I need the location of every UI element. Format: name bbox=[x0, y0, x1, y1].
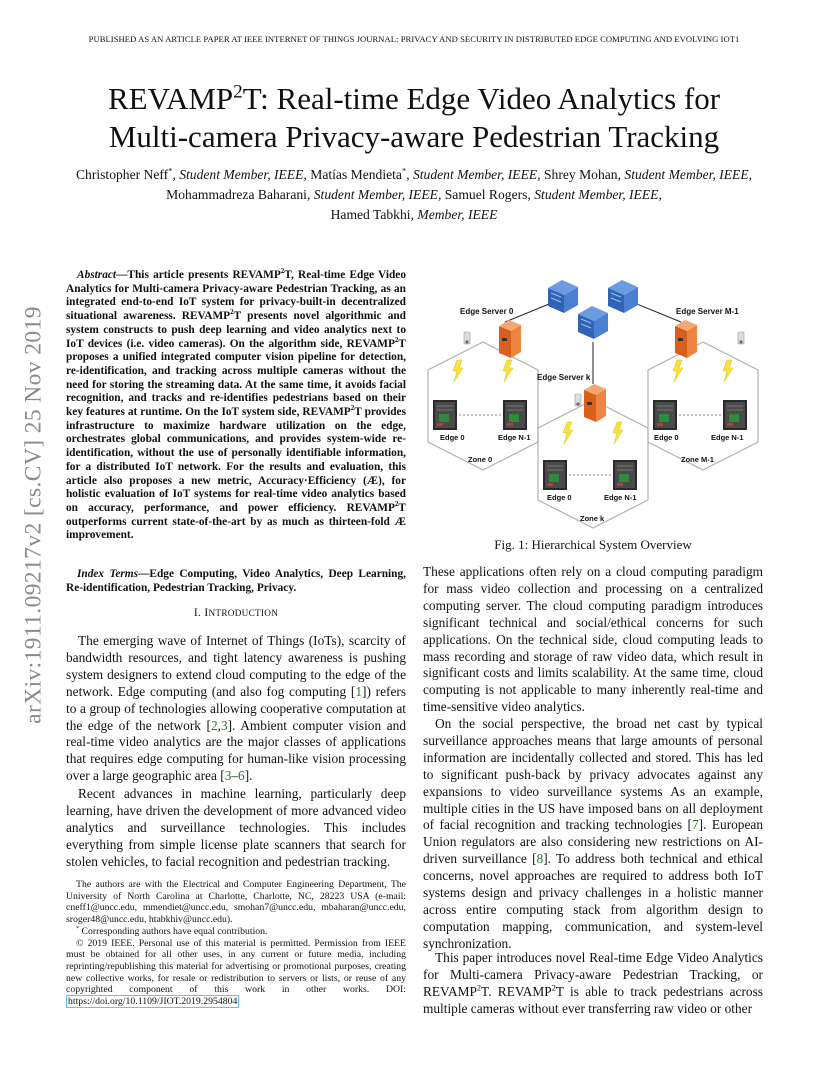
edge-device-icon bbox=[653, 400, 677, 430]
edge-server-k-icon bbox=[584, 384, 606, 422]
citation-link[interactable]: 7 bbox=[691, 817, 699, 833]
figure-caption: Fig. 1: Hierarchical System Overview bbox=[494, 537, 692, 552]
right-paragraph-2: On the social perspective, the broad net cast by typical surveillance approaches means that large amounts of personal information are incidentally collected and stored. This has led to significant push-back by privacy advocates against any expansions to video surveillance systems As an example, multiple cities in the US have imposed bans on all deployment of facial recognition and tracking technologies [7]. European Union regulators are also considering new restrictions on AI-driven surveillance [8]. To address both technical and ethical concerns, novel approaches are required to address both IoT systems design and privacy challenges in a holistic manner across entire computing stack from algorithm design to computation mapping, communication, and system-level synchronization. bbox=[423, 716, 764, 951]
wireless-link-icon bbox=[613, 422, 623, 444]
label-zone-k: Zone k bbox=[580, 514, 605, 523]
right-paragraph-1: These applications often rely on a cloud computing paradigm for mass video collection and processing on a centralized computing server. The cloud computing paradigm introduces significant technical and social/ethical concerns for such applications. On the technical side, cloud computing leads to mass recording and storage of raw video data, which result in significant costs and limits scalability. At the same time, cloud computing is not applicable to many inherently real-time and time-sensitive video analytics. bbox=[423, 564, 763, 715]
camera-icon bbox=[575, 394, 581, 406]
wireless-link-icon bbox=[723, 360, 733, 382]
intro-paragraph-1: The emerging wave of Internet of Things (IoTs), scarcity of bandwidth resources, and tight latency awareness is pushing system designers to extend cloud computing to the edge of the network. Edge computing (and also fog computing [1]) refers to a group of technologies allowing cooperative computation at the edge of the network [2,3]. Ambient computer vision and real-time video analytics are the major classes of applications that requires edge computing for human-like vision processing over a large geographic area [3–6]. bbox=[66, 633, 407, 784]
edge-server-m1-icon bbox=[675, 320, 697, 358]
cloud-server-icon bbox=[578, 306, 608, 339]
label-edge-server-k: Edge Server k bbox=[537, 373, 591, 382]
citation-link[interactable]: 2 bbox=[210, 717, 218, 733]
label-zone-0: Zone 0 bbox=[468, 455, 493, 464]
label-edge-0: Edge 0 bbox=[547, 493, 572, 502]
edge-device-icon bbox=[723, 400, 747, 430]
citation-link[interactable]: 6 bbox=[238, 768, 245, 784]
citation-link[interactable]: 3 bbox=[220, 717, 228, 733]
footnotes bbox=[66, 879, 406, 1008]
running-header: PUBLISHED AS AN ARTICLE PAPER AT IEEE INTERNET OF THINGS JOURNAL: PRIVACY AND SECURITY IN DISTRIBUTED EDGE COMPUTING AND EVOLVING IOT1 bbox=[88, 34, 740, 44]
intro-paragraph-2: Recent advances in machine learning, particularly deep learning, have driven the development of more advanced video analytics and surveillance technologies. This includes everything from simple license plate scanners that search for stolen vehicles, to facial recognition and pedestrian tracking. bbox=[66, 786, 406, 869]
wireless-link-icon bbox=[453, 360, 463, 382]
label-zone-m1: Zone M-1 bbox=[681, 455, 714, 464]
camera-icon bbox=[738, 332, 744, 344]
author-list: Christopher Neff*, Student Member, IEEE, Matías Mendieta*, Student Member, IEEE, Shrey Mohan, Student Member, IEEE, Mohammadreza Baharani, Student Member, IEEE, Samuel Rogers, Student Member, IEEE, Hamed Tabkhi, Member, IEEE bbox=[75, 165, 753, 222]
abstract: Abstract—This article presents REVAMP$^2$T, Real-time Edge Video Analytics for Multi-camera Privacy-aware Pedestrian Tracking, as an integrated end-to-end IoT system for privacy-built-in decentralized situational awareness. REVAMP$^2$T presents novel algorithmic and system constructs to push deep learning and video analytics next to IoT devices (i.e. video cameras). On the algorithm side, REVAMP$^2$T proposes a unified integrated computer vision pipeline for detection, re-identification, and tracking across multiple cameras without the need for storing the streaming data. At the same time, it avoids facial recognition, and tracks and re-identifies pedestrians based on their key features at runtime. On the IoT system side, REVAMP$^2$T provides infrastructure to maximize hardware utilization on the edge, orchestrates global communications, and provides system-wide re-identification, without the use of personally identifiable information, for a distributed IoT network. For the results and evaluation, this article also proposes a new metric, Accuracy·Efficiency (Æ), for holistic evaluation of IoT systems for real-time video analytics based on accuracy, performance, and power efficiency. REVAMP$^2$T outperforms current state-of-the-art by as much as thirteen-fold Æ improvement. bbox=[66, 267, 406, 542]
right-paragraph-3: This paper introduces novel Real-time Edge Video Analytics for Multi-camera Privacy-aware Pedestrian Tracking, or REVAMP$^2$T. REVAMP$^2$T is able to track pedestrians across multiple cameras without ever transferring raw video or other bbox=[423, 950, 763, 1016]
section-heading-introduction: I. INTRODUCTION bbox=[193, 607, 279, 619]
figure-system-overview bbox=[423, 262, 763, 534]
label-edge-0: Edge 0 bbox=[654, 433, 679, 442]
arxiv-stamp bbox=[0, 0, 60, 1072]
footnote-affiliation: The authors are with the Electrical and Computer Engineering Department, The University of North Carolina at Charlotte, Charlotte, NC, 28223 USA (e-mail: cneff1@uncc.edu, mmendiet@uncc.edu, smohan7@uncc.edu, mbaharan@uncc.edu, sroger48@uncc.edu, htabkhiv@uncc.edu). bbox=[66, 879, 406, 926]
label-edge-0: Edge 0 bbox=[440, 433, 465, 442]
footnote-equal-contribution: * Corresponding authors have equal contribution. bbox=[76, 925, 268, 937]
wireless-link-icon bbox=[503, 360, 513, 382]
cloud-server-icon bbox=[608, 280, 638, 313]
edge-device-icon bbox=[433, 400, 457, 430]
label-edge-n1: Edge N-1 bbox=[604, 493, 637, 502]
doi-link[interactable]: https://doi.org/10.1109/JIOT.2019.2954804 bbox=[68, 996, 238, 1008]
camera-icon bbox=[464, 332, 470, 344]
wireless-link-icon bbox=[563, 422, 573, 444]
label-edge-n1: Edge N-1 bbox=[711, 433, 744, 442]
index-terms: Index Terms—Edge Computing, Video Analytics, Deep Learning, Re-identification, Pedestrian Tracking, Privacy. bbox=[66, 568, 407, 594]
edge-device-icon bbox=[543, 460, 567, 490]
citation-link[interactable]: 8 bbox=[536, 851, 544, 867]
citation-link[interactable]: 3 bbox=[224, 768, 232, 784]
label-edge-n1: Edge N-1 bbox=[498, 433, 531, 442]
wireless-link-icon bbox=[673, 360, 683, 382]
edge-server-0-icon bbox=[499, 320, 521, 358]
cloud-server-icon bbox=[548, 280, 578, 313]
arxiv-identifier: arXiv:1911.09217v2 [cs.CV] 25 Nov 2019 bbox=[20, 306, 47, 724]
edge-device-icon bbox=[613, 460, 637, 490]
edge-device-icon bbox=[503, 400, 527, 430]
label-edge-server-0: Edge Server 0 bbox=[460, 307, 514, 316]
label-edge-server-m1: Edge Server M-1 bbox=[676, 307, 739, 316]
footnote-copyright: © 2019 IEEE. Personal use of this material is permitted. Permission from IEEE must be obtained for all other uses, in any current or future media, including reprinting/republishing this material for advertising or promotional purposes, creating new collective works, for resale or redistribution to servers or lists, or reuse of any copyrighted component of this work in other works. DOI: https://doi.org/10.1109/JIOT.2019.2954804 bbox=[66, 937, 406, 1008]
paper-title: REVAMP$^2$T: Real-time Edge Video Analytics for Multi-camera Privacy-aware Pedestrian Tracking bbox=[107, 81, 721, 154]
citation-link[interactable]: 1 bbox=[355, 683, 362, 699]
